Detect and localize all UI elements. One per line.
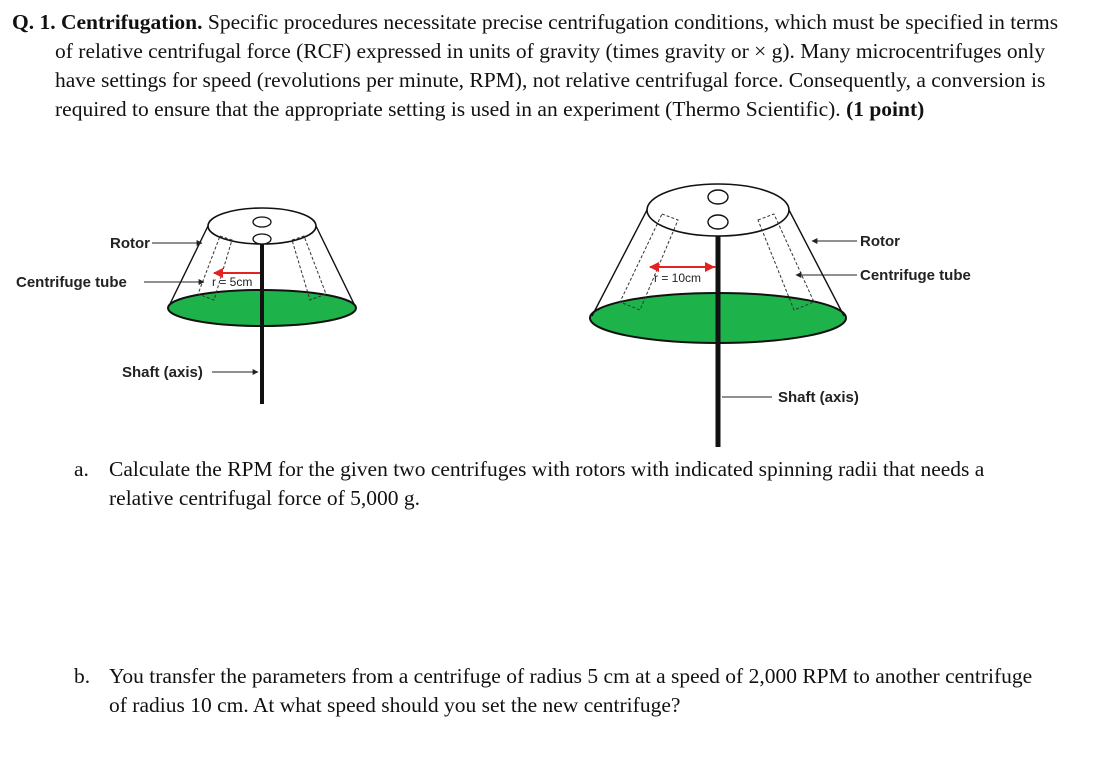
large-centrifuge <box>590 184 971 447</box>
question-text: Specific procedures necessitate precise centrifugation conditions, which must be specified in terms of relative centrifugal force (RCF) expressed in units of gravity (times gravity or × g). Many microcentrifuges only have settings for speed (revolutions per minute, RPM), not relative centrifugal force. Consequently, a conversion is required to ensure that the appropriate setting is used in an experiment (Thermo Scientific). <box>55 10 1059 121</box>
part-a-text: Calculate the RPM for the given two centrifuges with rotors with indicated spinning radii that needs a relative centrifugal force of 5,000 g. <box>109 457 985 510</box>
part-a-letter: a. <box>74 457 89 481</box>
question-paragraph <box>12 8 1072 124</box>
large-shaft-label: Shaft (axis) <box>778 389 859 406</box>
question-number: Q. 1. <box>12 10 56 34</box>
small-tube-hole <box>253 217 271 227</box>
question-block <box>12 8 1072 124</box>
small-rotor-label: Rotor <box>110 235 150 252</box>
part-b-text: You transfer the parameters from a centrifuge of radius 5 cm at a speed of 2,000 RPM to another centrifuge of radius 10 cm. At what speed should you set the new centrifuge? <box>109 664 1033 717</box>
large-tube-hole <box>708 190 728 204</box>
small-centrifuge <box>16 208 356 404</box>
large-tube-hole <box>708 215 728 229</box>
large-radius-label: r = 10cm <box>654 271 702 285</box>
small-tube-hole <box>253 234 271 244</box>
question-points: (1 point) <box>846 97 925 121</box>
centrifuge-diagrams <box>0 170 1096 460</box>
small-shaft-label: Shaft (axis) <box>122 364 203 381</box>
large-tube-label: Centrifuge tube <box>860 267 971 284</box>
small-radius-label: r = 5cm <box>212 275 253 289</box>
large-rotor-label: Rotor <box>860 233 900 250</box>
small-tube-label: Centrifuge tube <box>16 274 127 291</box>
part-b-letter: b. <box>74 664 91 688</box>
question-title: Centrifugation. <box>60 10 203 34</box>
